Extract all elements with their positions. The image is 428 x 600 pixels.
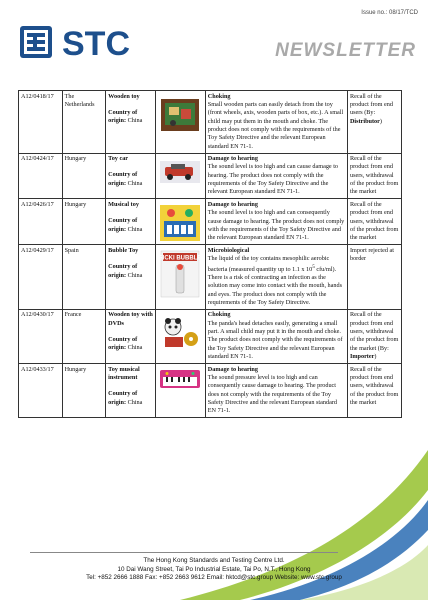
risk-description: The panda's head detaches easily, generating a small part. A small child may put it in the mouth and choke. The product does not comply with the requirements of the Toy Safety Directive and the relevant European standard EN 71-1. bbox=[207, 319, 343, 361]
table-row bbox=[19, 364, 402, 418]
reference-number: A12/0430/17 bbox=[19, 309, 63, 363]
country-of-origin: Country of origin: China bbox=[108, 336, 143, 352]
svg-text:SICKI BUBBLE: SICKI BUBBLE bbox=[159, 255, 202, 262]
risk-type: Choking bbox=[207, 311, 231, 319]
footer-company: The Hong Kong Standards and Testing Centre Ltd. bbox=[143, 557, 285, 564]
product-name: Musical toy bbox=[108, 200, 139, 208]
table-row bbox=[19, 199, 402, 245]
musical-toy-image bbox=[158, 203, 203, 243]
product-name: Wooden toy bbox=[108, 92, 140, 100]
recall-table bbox=[18, 90, 402, 418]
risk-cell bbox=[205, 309, 347, 363]
risk-type: Damage to hearing bbox=[207, 365, 258, 373]
risk-cell bbox=[205, 245, 347, 310]
risk-type: Damage to hearing bbox=[207, 155, 258, 163]
product-cell bbox=[106, 364, 156, 418]
product-cell bbox=[106, 153, 156, 199]
country-of-origin: Country of origin: China bbox=[108, 171, 143, 187]
footer-divider bbox=[30, 552, 338, 553]
measure-cell: Import rejected at border bbox=[347, 245, 401, 310]
risk-description: The sound pressure level is too high and can consequently cause damage to hearing. The product does not comply with the requirements of the Toy Safety Directive and the relevant European standard EN 71-1. bbox=[207, 373, 337, 415]
reference-number: A12/0418/17 bbox=[19, 91, 63, 154]
risk-cell bbox=[205, 153, 347, 199]
table-row bbox=[19, 245, 402, 310]
toy-keyboard-image bbox=[158, 368, 203, 390]
table-row bbox=[19, 153, 402, 199]
measure-cell: Recall of the product from end users (By: Distributor) bbox=[347, 91, 401, 154]
product-image-cell bbox=[155, 199, 205, 245]
product-name: Bubble Toy bbox=[108, 246, 139, 254]
measure-cell: Recall of the product from end users, withdrawal of the product from the market bbox=[347, 364, 401, 418]
risk-cell bbox=[205, 91, 347, 154]
product-cell bbox=[106, 309, 156, 363]
country-of-origin: Country of origin: China bbox=[108, 108, 143, 125]
notifying-country: Hungary bbox=[62, 199, 106, 245]
country-of-origin: Country of origin: China bbox=[108, 217, 143, 233]
notifying-country: France bbox=[62, 309, 106, 363]
notifying-country: Hungary bbox=[62, 364, 106, 418]
stc-logo bbox=[20, 24, 190, 60]
risk-description: The liquid of the toy contains mesophilic aerobic bacteria (measured quantity up to 1.1 x $10^5$ cfu/ml). There is a risk of contracting an infection as the solution may come into contact with the mouth, hands and eyes. The product does not comply with the requirements of the Toy Safety Directive. bbox=[207, 255, 342, 307]
risk-cell bbox=[205, 364, 347, 418]
risk-type: Choking bbox=[207, 92, 231, 100]
newsletter-title: NEWSLETTER bbox=[275, 40, 416, 61]
risk-description: The sound level is too high and can cause damage to hearing. The product does not comply with the requirements of the Toy Safety Directive and the relevant European standard EN 71-1. bbox=[207, 163, 339, 196]
toy-car-image bbox=[158, 157, 203, 187]
product-cell bbox=[106, 199, 156, 245]
measure-cell: Recall of the product from end users, withdrawal of the product from the market (By: Importer) bbox=[347, 309, 401, 363]
risk-type: Microbiological bbox=[207, 246, 250, 254]
reference-number: A12/0433/17 bbox=[19, 364, 63, 418]
risk-description: Small wooden parts can easily detach from the toy (front wheels, axis, wooden parts of box, etc.). A small child may put them in the mouth and choke. The product does not comply with the requirements of the Toy Safety Directive and the relevant European standard EN 71-1. bbox=[207, 100, 344, 150]
footer-contact: Tel: +852 2666 1888 Fax: +852 2663 9612 Email: hktcd@stc.group Website: www.stc.group bbox=[86, 574, 342, 581]
footer bbox=[0, 557, 428, 583]
reference-number: A12/0429/17 bbox=[19, 245, 63, 310]
country-of-origin: Country of origin: China bbox=[108, 390, 143, 406]
country-of-origin: Country of origin: China bbox=[108, 263, 143, 279]
reference-number: A12/0424/17 bbox=[19, 153, 63, 199]
product-name: Toy car bbox=[108, 155, 129, 163]
wooden-toy-box-image bbox=[158, 95, 203, 135]
risk-cell bbox=[205, 199, 347, 245]
measure-cell: Recall of the product from end users, withdrawal of the product from the market bbox=[347, 153, 401, 199]
measure-cell: Recall of the product from end users, withdrawal of the product from the market bbox=[347, 199, 401, 245]
product-name: Wooden toy with DVDs bbox=[108, 311, 153, 327]
table-row bbox=[19, 309, 402, 363]
product-cell bbox=[106, 245, 156, 310]
logo-text: STC bbox=[62, 25, 130, 60]
product-image-cell bbox=[155, 309, 205, 363]
product-cell bbox=[106, 91, 156, 154]
reference-number: A12/0426/17 bbox=[19, 199, 63, 245]
product-image-cell bbox=[155, 153, 205, 199]
product-image-cell bbox=[155, 245, 205, 310]
table-row bbox=[19, 91, 402, 154]
risk-description: The sound level is too high and can consequently cause damage to hearing. The product does not comply with the requirements of the Toy Safety Directive and the relevant European standard EN 71-1. bbox=[207, 209, 345, 242]
wooden-panda-toy-image bbox=[158, 313, 203, 353]
bubble-toy-image bbox=[158, 249, 203, 299]
product-image-cell bbox=[155, 91, 205, 154]
notifying-country: Spain bbox=[62, 245, 106, 310]
risk-type: Damage to hearing bbox=[207, 200, 258, 208]
product-image-cell bbox=[155, 364, 205, 418]
product-name: Toy musical instrument bbox=[108, 365, 140, 381]
footer-address: 10 Dai Wang Street, Tai Po Industrial Estate, Tai Po, N.T., Hong Kong bbox=[117, 565, 311, 573]
notifying-country: The Netherlands bbox=[62, 91, 106, 154]
notifying-country: Hungary bbox=[62, 153, 106, 199]
issue-number: Issue no.: 08/17/TCD bbox=[361, 10, 418, 16]
